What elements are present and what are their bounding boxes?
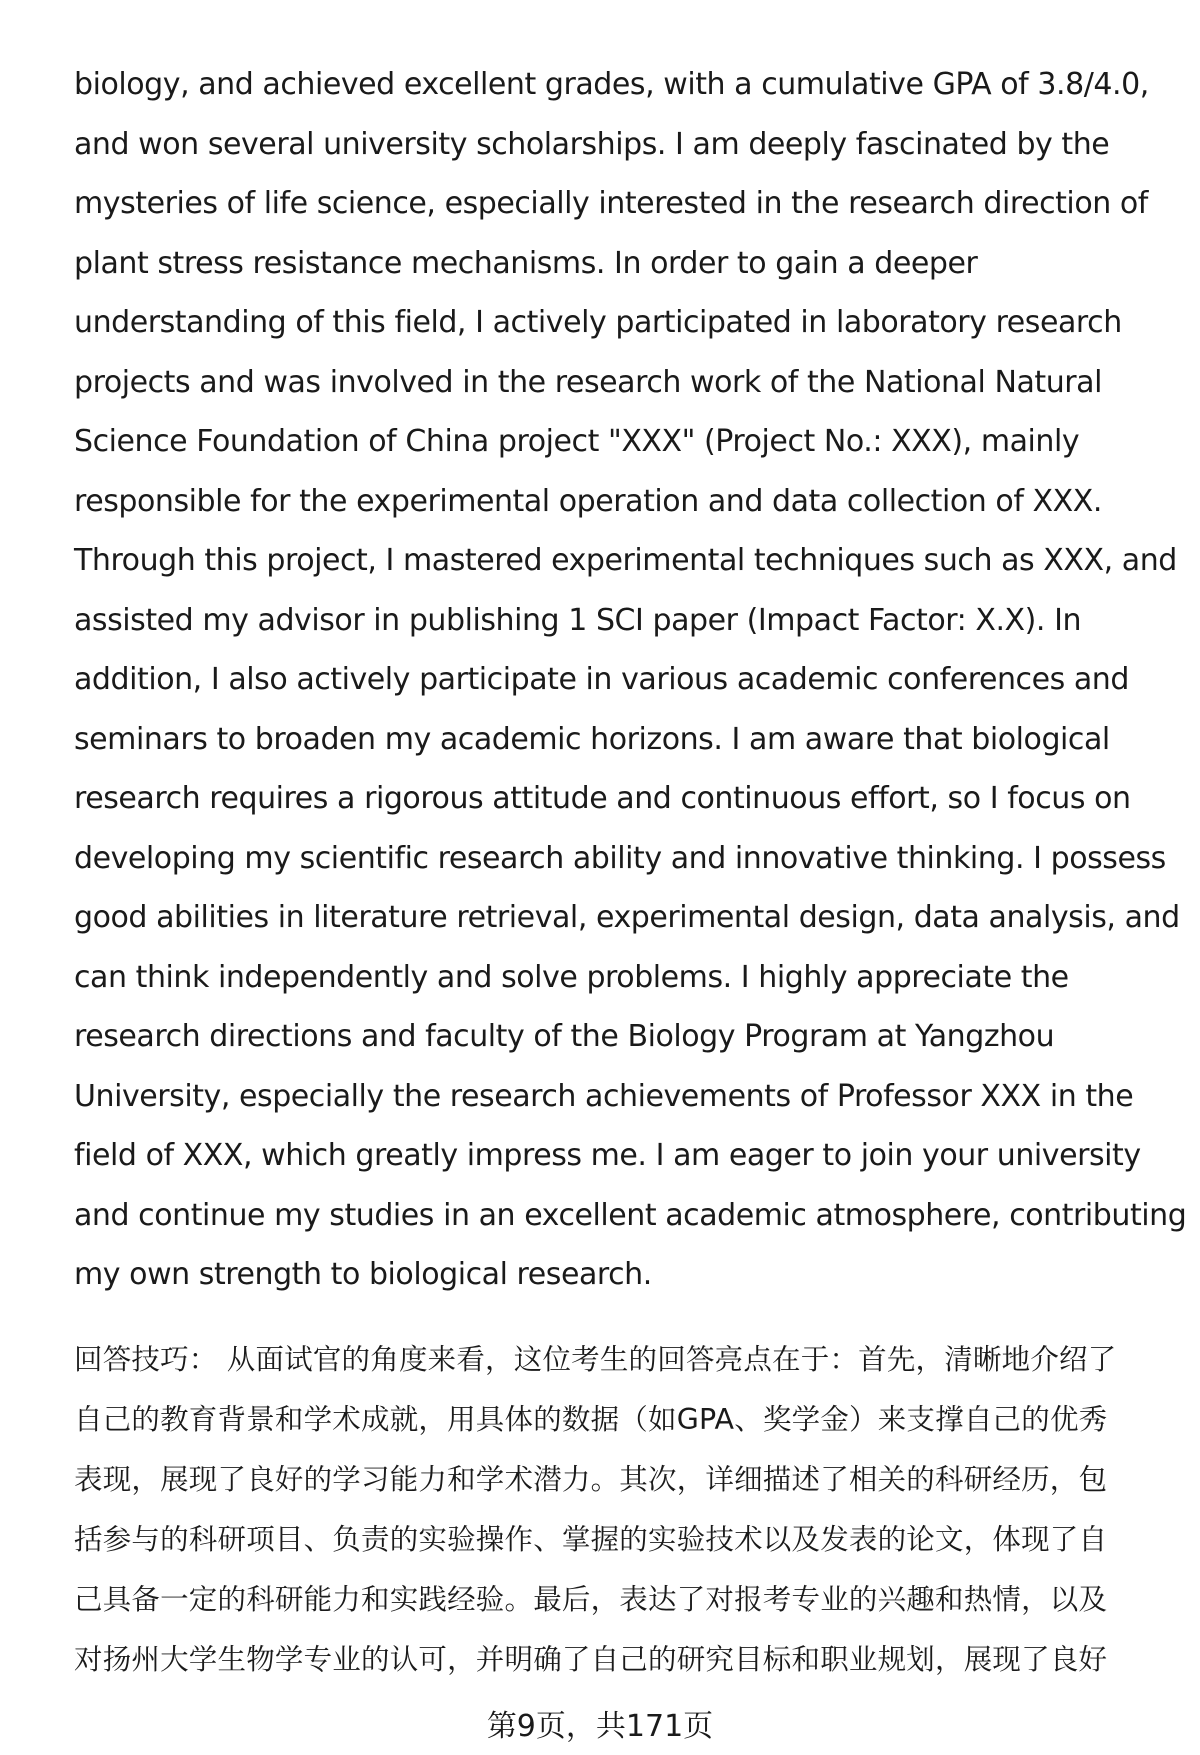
paragraph-line: Through this project, I mastered experimental techniques such as XXX, and bbox=[74, 543, 1177, 578]
page-number: 第9页，共171页 bbox=[486, 1709, 714, 1744]
paragraph-line: developing my scientific research ability and innovative thinking. I possess bbox=[74, 840, 1166, 876]
paragraph-line: responsible for the experimental operation and data collection of XXX. bbox=[74, 483, 1102, 519]
paragraph-line: can think independently and solve problems. I highly appreciate the bbox=[74, 959, 1069, 995]
tips-line: 自己的教育背景和学术成就，用具体的数据（如GPA、奖学金）来支撑自己的优秀 bbox=[74, 1403, 1108, 1436]
answer-tips-paragraph bbox=[74, 1330, 1164, 1690]
paragraph-line: biology, and achieved excellent grades, with a cumulative GPA of 3.8/4.0, bbox=[74, 67, 1149, 102]
essay-paragraph bbox=[74, 55, 1187, 1305]
paragraph-line: and continue my studies in an excellent academic atmosphere, contributing bbox=[74, 1197, 1187, 1233]
paragraph-line: field of XXX, which greatly impress me. I am eager to join your university bbox=[74, 1138, 1141, 1173]
tips-line: 表现，展现了良好的学习能力和学术潜力。其次，详细描述了相关的科研经历，包 bbox=[74, 1463, 1108, 1496]
paragraph-line: mysteries of life science, especially interested in the research direction of bbox=[74, 186, 1148, 221]
paragraph-line: University, especially the research achievements of Professor XXX in the bbox=[74, 1078, 1134, 1114]
paragraph-line: Science Foundation of China project "XXX" (Project No.: XXX), mainly bbox=[74, 424, 1080, 459]
tips-line: 回答技巧： 从面试官的角度来看，这位考生的回答亮点在于：首先，清晰地介绍了 bbox=[74, 1343, 1117, 1376]
paragraph-line: and won several university scholarships. I am deeply fascinated by the bbox=[74, 126, 1110, 162]
tips-line: 对扬州大学生物学专业的认可，并明确了自己的研究目标和职业规划，展现了良好 bbox=[74, 1643, 1108, 1676]
paragraph-line: research directions and faculty of the Biology Program at Yangzhou bbox=[74, 1019, 1055, 1054]
paragraph-line: seminars to broaden my academic horizons. I am aware that biological bbox=[74, 721, 1110, 757]
paragraph-line: addition, I also actively participate in various academic conferences and bbox=[74, 662, 1129, 697]
tips-line: 括参与的科研项目、负责的实验操作、掌握的实验技术以及发表的论文，体现了自 bbox=[74, 1523, 1108, 1556]
paragraph-line: understanding of this field, I actively participated in laboratory research bbox=[74, 305, 1122, 340]
paragraph-line: research requires a rigorous attitude and continuous effort, so I focus on bbox=[74, 781, 1131, 816]
paragraph-line: projects and was involved in the research work of the National Natural bbox=[74, 364, 1102, 400]
paragraph-line: good abilities in literature retrieval, experimental design, data analysis, and bbox=[74, 900, 1180, 935]
paragraph-line: my own strength to biological research. bbox=[74, 1257, 652, 1292]
paragraph-line: plant stress resistance mechanisms. In order to gain a deeper bbox=[74, 245, 978, 281]
paragraph-line: assisted my advisor in publishing 1 SCI paper (Impact Factor: X.X). In bbox=[74, 602, 1082, 638]
tips-line: 己具备一定的科研能力和实践经验。最后，表达了对报考专业的兴趣和热情，以及 bbox=[74, 1583, 1108, 1616]
